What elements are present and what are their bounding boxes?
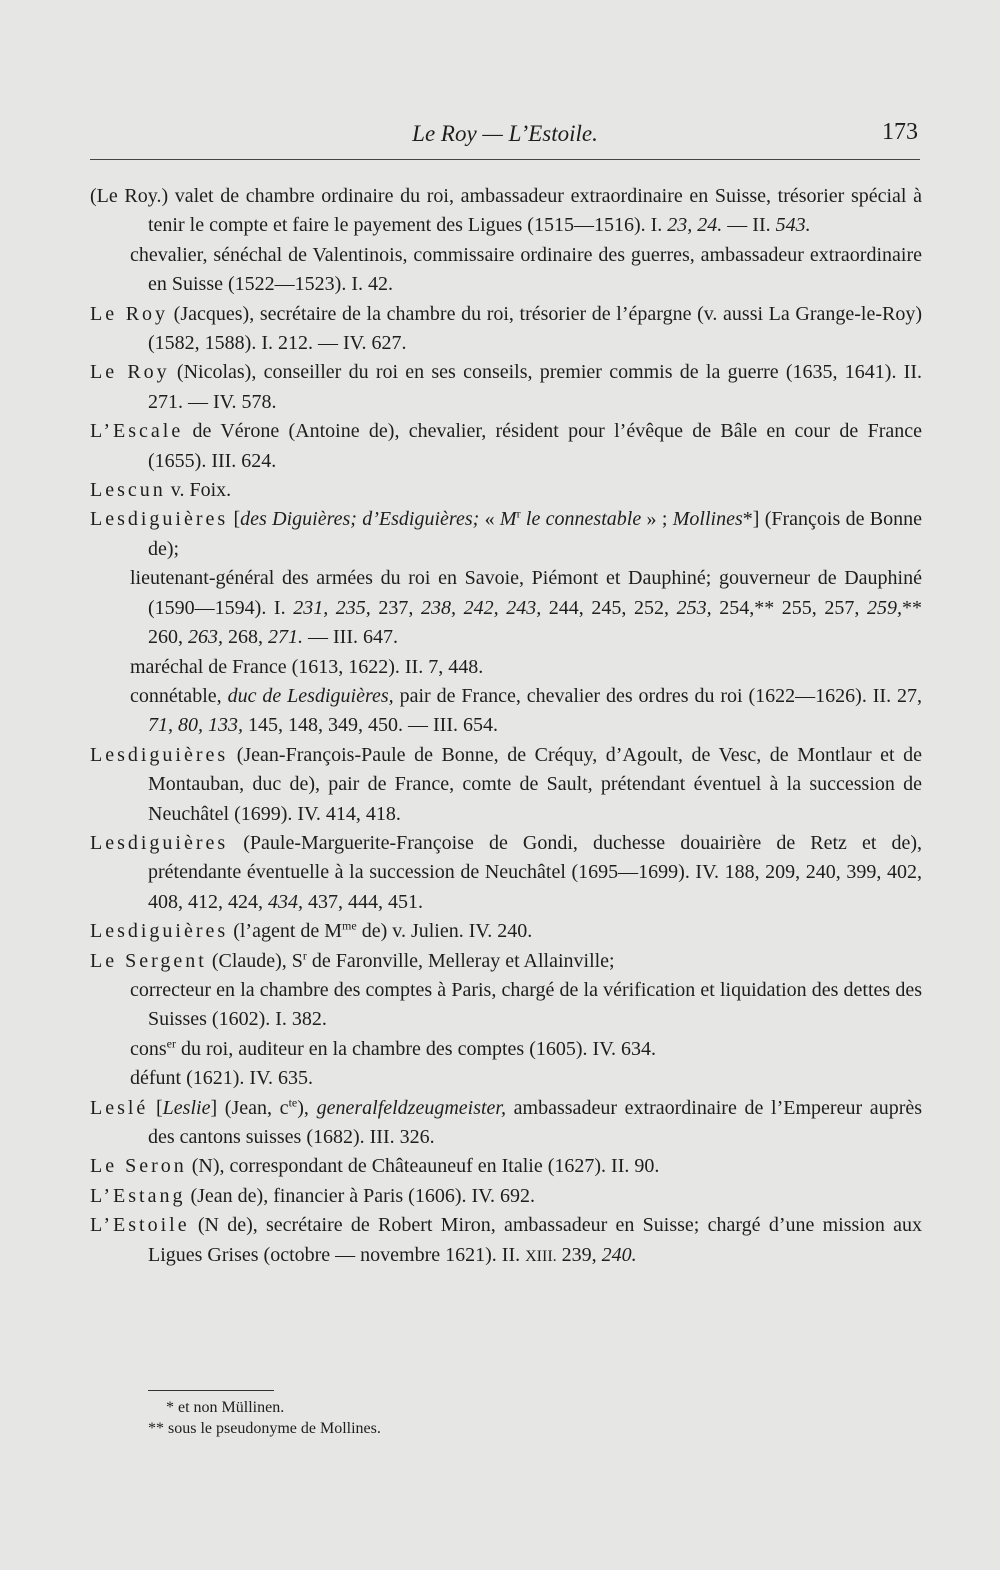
entry-le-sergent: Le Sergent (Claude), $S^r$ de Faronville, Melleray et Allainville; — [90, 947, 615, 972]
entry-headword: Le Roy — [90, 302, 169, 325]
entry-lesle: Leslé [Leslie] (Jean, $c^{te}$), generalfeldzeugmeister, ambassadeur extraordinaire de l’Empereur auprès des cantons suisses (1682). III. 326. — [90, 1094, 923, 1148]
entry-headword: L’Escale — [90, 420, 184, 443]
entry-lesdiguieres-agent: Lesdiguières (l’agent de $M^{me}$ de) v. Julien. IV. 240. — [90, 918, 533, 943]
entry-le-roy-sub: chevalier, sénéchal de Valentinois, commissaire ordinaire des guerres, ambassadeur extraordinaire en Suisse (1522—1523). I. 42. — [130, 243, 922, 296]
index-entries — [90, 182, 922, 1271]
entry-headword: Le Seron — [90, 1155, 187, 1178]
entry-le-sergent-sub-correcteur: correcteur en la chambre des comptes à Paris, chargé de la vérification et liquidation des dettes des Suisses (1602). I. 382. — [130, 978, 922, 1031]
entry-le-roy-jacques: Le Roy (Jacques), secrétaire de la chambre du roi, trésorier de l’épargne (v. aussi La Grange-le-Roy) (1582, 1588). I. 212. — IV. 627. — [90, 302, 922, 355]
footnote-1: * et non Müllinen. — [166, 1399, 285, 1416]
footnote-divider — [148, 1390, 274, 1391]
entry-le-sergent-sub-defunt: défunt (1621). IV. 635. — [130, 1067, 313, 1090]
entry-le-seron: Le Seron (N), correspondant de Châteauneuf en Italie (1627). II. 90. — [90, 1155, 660, 1178]
entry-lesdiguieres-sub-marechal: maréchal de France (1613, 1622). II. 7, 448. — [130, 655, 484, 678]
entry-headword: Lesdiguières — [90, 920, 229, 943]
entry-lesdiguieres-sub-connetable: connétable, duc de Lesdiguières, pair de France, chevalier des ordres du roi (1622—1626). II. 27, 71, 80, 133, 145, 148, 349, 450. — III. 654. — [130, 684, 923, 737]
entry-l-estang: L’Estang (Jean de), financier à Paris (1606). IV. 692. — [90, 1184, 536, 1207]
entry-le-roy-nicolas: Le Roy (Nicolas), conseiller du roi en ses conseils, premier commis de la guerre (1635, 1641). II. 271. — IV. 578. — [90, 361, 923, 413]
entry-headword: Le Sergent — [90, 949, 207, 972]
entry-headword: Lescun — [90, 479, 166, 502]
page-number: 173 — [882, 119, 918, 145]
entry-lesdiguieres-paule: Lesdiguières (Paule-Marguerite-Françoise de Gondi, duchesse douairière de Retz et de), prétendante éventuelle à la succession de Neuchâtel (1695—1699). IV. 188, 209, 240, 399, 402, 408, 412, 424, 434, 437, 444, 451. — [90, 831, 922, 913]
entry-headword: L’Estang — [90, 1184, 186, 1207]
footnotes — [148, 1397, 648, 1439]
page-header — [90, 115, 920, 160]
entry-headword: Lesdiguières — [90, 508, 229, 531]
entry-headword: Lesdiguières — [90, 743, 229, 766]
entry-lesdiguieres-francois: Lesdiguières [des Diguières; d’Esdiguières; « $M^r$ le connestable » ; Mollines*] (François de Bonne de); — [90, 506, 922, 560]
entry-headword: Lesdiguières — [90, 831, 229, 854]
entry-headword: Le Roy — [90, 361, 170, 384]
entry-lesdiguieres-sub-lieutenant: lieutenant-général des armées du roi en Savoie, Piémont et Dauphiné; gouverneur de Dauphiné (1590—1594). I. 231, 235, 237, 238, 242, 243, 244, 245, 252, 253, 254,** 255, 257, 259,** 260, 263, 268, 271. — III. 647. — [130, 567, 923, 649]
entry-l-estoile: L’Estoile (N de), secrétaire de Robert Miron, ambassadeur en Suisse; chargé d’une mission aux Ligues Grises (octobre — novembre 1621). II. XIII. 239, 240. — [90, 1214, 922, 1266]
entry-lescun: Lescun v. Foix. — [90, 479, 232, 502]
footnote-2: ** sous le pseudonyme de Mollines. — [148, 1420, 381, 1437]
entry-le-roy-continued: (Le Roy.) valet de chambre ordinaire du roi, ambassadeur extraordinaire en Suisse, trésorier spécial à tenir le compte et faire le payement des Ligues (1515—1516). I. 23, 24. — II. 543. — [90, 185, 922, 237]
entry-le-sergent-sub-conseiller: cons$^{er}$ du roi, auditeur en la chambre des comptes (1605). IV. 634. — [130, 1036, 657, 1060]
entry-headword: L’Estoile — [90, 1214, 190, 1237]
entry-headword: Leslé — [90, 1096, 149, 1119]
entry-l-escale: L’Escale de Vérone (Antoine de), chevalier, résident pour l’évêque de Bâle en cour de France (1655). III. 624. — [90, 420, 922, 472]
entry-lesdiguieres-jean-francois: Lesdiguières (Jean-François-Paule de Bonne, de Créquy, d’Agoult, de Vesc, de Montlaur et de Montauban, duc de), pair de France, comte de Sault, prétendant éventuel à la succession de Neuchâtel (1699). IV. 414, 418. — [90, 743, 922, 825]
running-title: Le Roy — L’Estoile. — [412, 121, 598, 146]
